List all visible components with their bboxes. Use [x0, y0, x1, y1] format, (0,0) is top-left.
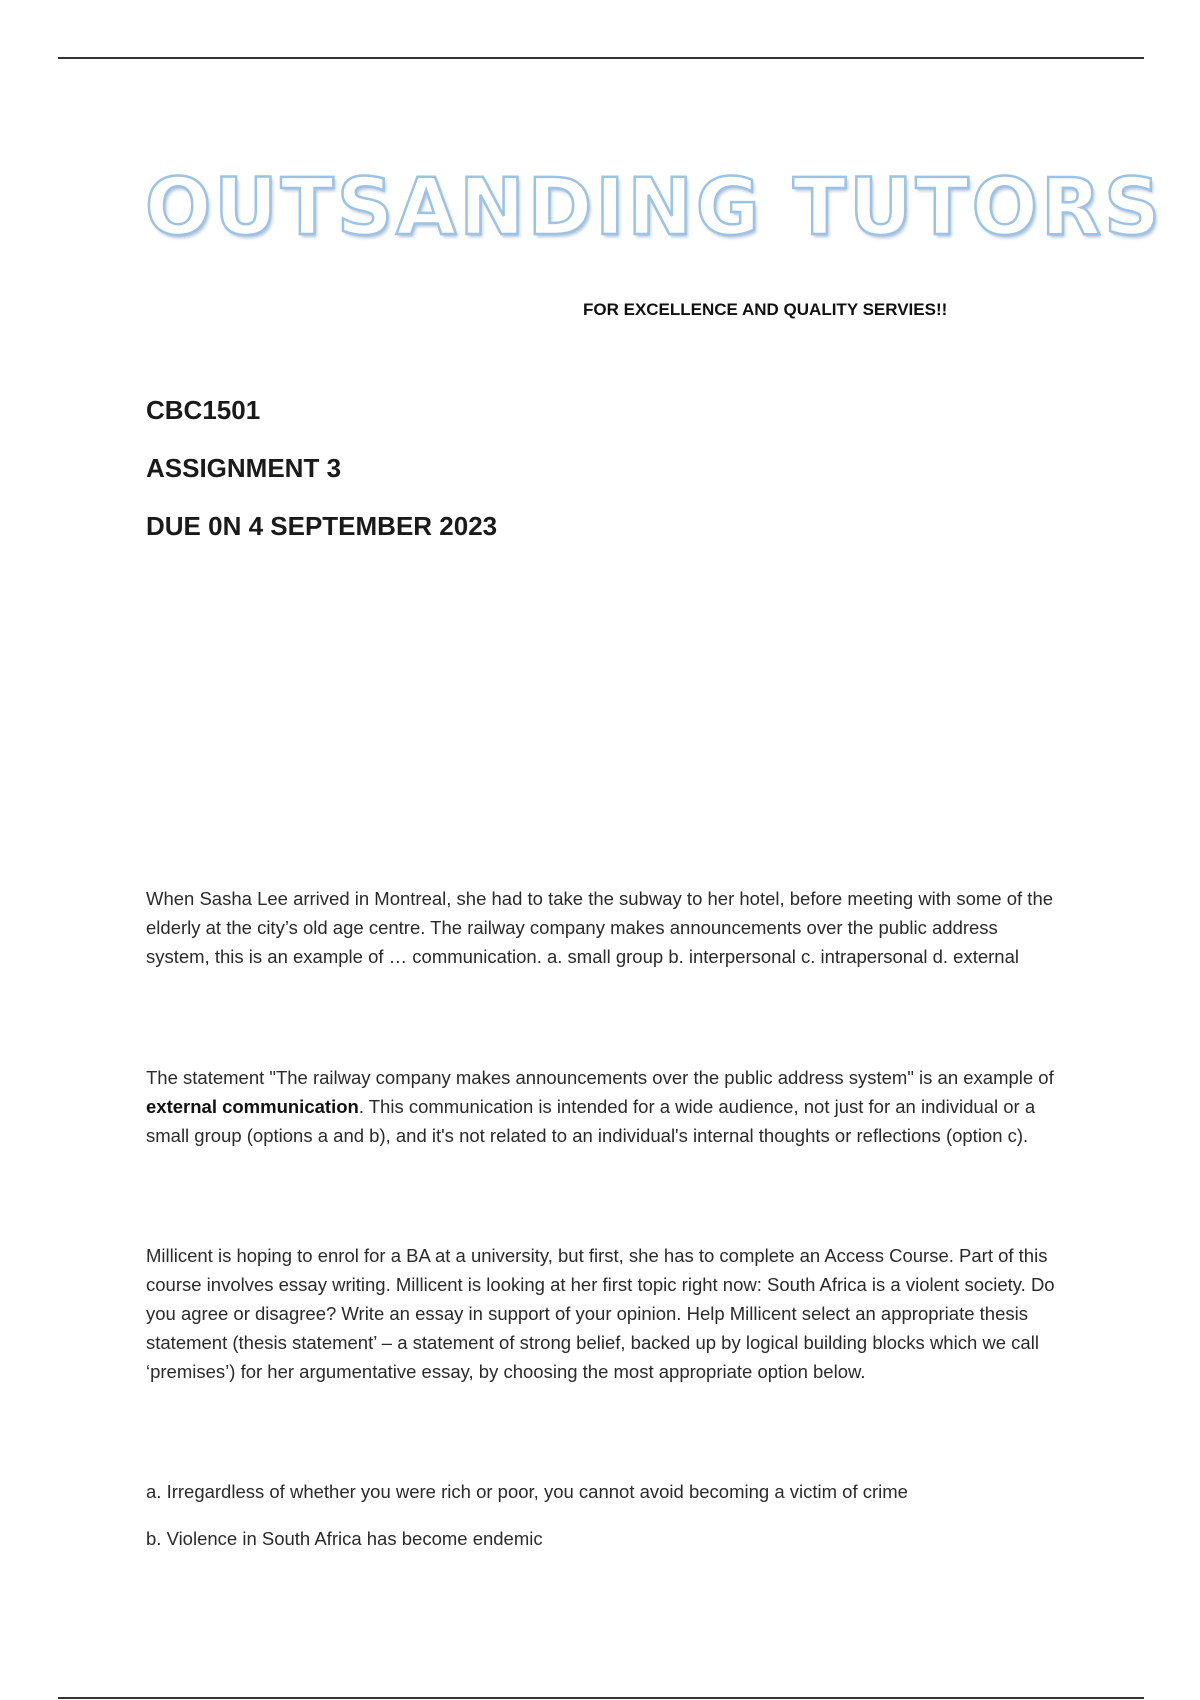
question-2: Millicent is hoping to enrol for a BA at a university, but first, she has to complete an Access Course. Part of this course involves essay writing. Millicent is looking at her first topic right now: South Africa is a violent society. Do you agree or disagree? Write an essay in support of your opinion. Help Millicent select an appropriate thesis statement (thesis statement’ – a statement of strong belief, backed up by logical building blocks which we call ‘premises’) for her argumentative essay, by choosing the most appropriate option below.: [146, 1245, 1055, 1382]
option-b: b. Violence in South Africa has become endemic: [146, 1528, 543, 1549]
option-a: a. Irregardless of whether you were rich or poor, you cannot avoid becoming a victim of crime: [146, 1481, 908, 1502]
due-date: DUE 0N 4 SEPTEMBER 2023: [146, 511, 498, 541]
bottom-rule: [58, 1697, 1144, 1699]
answer-1-highlight: external communication: [146, 1096, 359, 1117]
answer-1: [146, 1063, 1066, 1150]
outstanding-tutors-logo: OUTSANDING TUTORS: [145, 163, 1164, 253]
course-code: CBC1501: [146, 395, 261, 425]
answer-1-rest: . This communication is intended for a wide audience, not just for an individual or a small group (options a and b), and it's not related to an individual's internal thoughts or reflections (option c).: [146, 1096, 1036, 1146]
top-rule: [58, 57, 1144, 59]
answer-1-lead: The statement "The railway company makes announcements over the public address system" is an example of: [146, 1067, 1054, 1088]
question-1: When Sasha Lee arrived in Montreal, she had to take the subway to her hotel, before meeting with some of the elderly at the city’s old age centre. The railway company makes announcements over the public address system, this is an example of … communication. a. small group b. interpersonal c. intrapersonal d. external: [146, 888, 1054, 967]
tagline: FOR EXCELLENCE AND QUALITY SERVIES!!: [583, 300, 948, 319]
assignment-title: ASSIGNMENT 3: [146, 453, 342, 483]
